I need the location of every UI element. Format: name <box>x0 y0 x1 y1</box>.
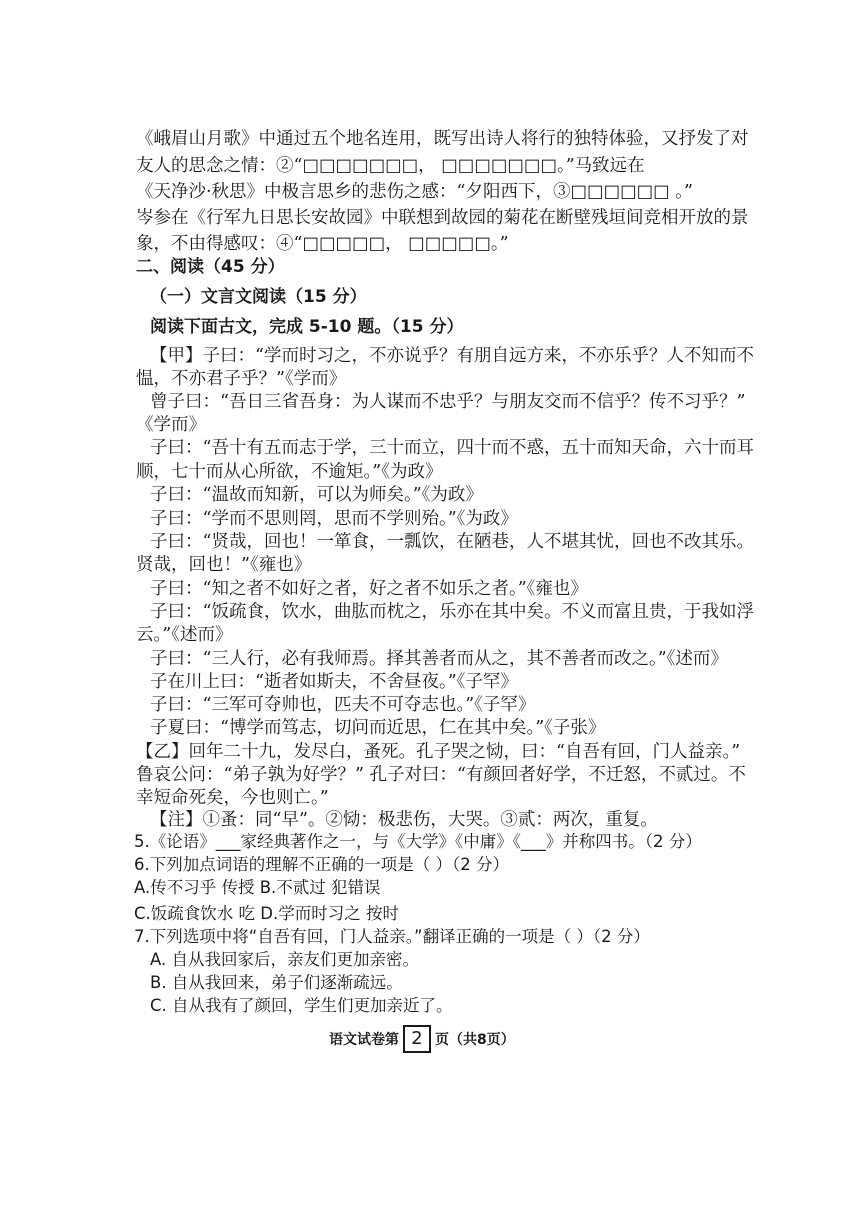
text-line: 岑参在《行军九日思长安故园》中联想到故园的菊花在断壁残垣间竞相开放的景 <box>136 208 749 228</box>
text-line: 象，不由得感叹：④“□□□□□， □□□□□。” <box>136 234 509 254</box>
text-line: 子曰：“三人行，必有我师焉。择其善者而从之，其不善者而改之。”《述而》 <box>150 649 728 669</box>
text-line: 贤哉，回也！”《雍也》 <box>136 555 312 575</box>
footer-prefix: 语文试卷第 <box>329 1032 399 1048</box>
text-line: 鲁哀公问：“弟子孰为好学？” 孔子对曰：“有颜回者好学，不迁怒，不贰过。不 <box>136 765 746 785</box>
text-line: 友人的思念之情：②“□□□□□□□， □□□□□□□。”马致远在 <box>136 156 645 176</box>
text-line: 子曰：“学而不思则罔，思而不学则殆。”《为政》 <box>150 509 518 529</box>
question-7-option-b: B. 自从我回来，弟子们逐渐疏远。 <box>150 973 403 992</box>
page-footer <box>329 1025 515 1053</box>
question-7: 7.下列选项中将“自吾有回，门人益亲。”翻译正确的一项是（ ）（2 分） <box>134 927 650 946</box>
question-6-options-ab: A.传不习乎 传授 B.不贰过 犯错误 <box>134 878 381 897</box>
text-line: 《天净沙·秋思》中极言思乡的悲伤之感：“夕阳西下，③□□□□□□ 。” <box>136 182 693 202</box>
text-line: 子在川上曰：“逝者如斯夫，不舍昼夜。”《子罕》 <box>150 672 518 692</box>
text-line: 【乙】回年二十九，发尽白，蚤死。孔子哭之恸，曰：“自吾有回，门人益亲。” <box>136 742 741 762</box>
annotation-note: 【注】①蚤：同“早”。②恸：极悲伤，大哭。③贰：两次，重复。 <box>150 810 658 830</box>
text-line: 幸短命死矣，今也则亡。” <box>136 788 329 808</box>
text-line: 子曰：“三军可夺帅也，匹夫不可夺志也。”《子罕》 <box>150 695 536 715</box>
text-line: 子曰：“温故而知新，可以为师矣。”《为政》 <box>150 485 483 505</box>
subsection-heading: （一）文言文阅读（15 分） <box>150 287 367 307</box>
question-6-options-cd: C.饭疏食饮水 吃 D.学而时习之 按时 <box>134 904 399 923</box>
section-heading: 二、阅读（45 分） <box>136 257 285 277</box>
question-7-option-a: A. 自从我回家后，亲友们更加亲密。 <box>150 950 419 969</box>
text-line: 愠，不亦君子乎？”《学而》 <box>136 369 347 389</box>
text-line: 子夏曰：“博学而笃志，切问而近思，仁在其中矣。”《子张》 <box>150 718 606 738</box>
question-5: 5.《论语》___家经典著作之一，与《大学》《中庸》《___》并称四书。（2 分） <box>134 832 702 851</box>
text-line: 子曰：“吾十有五而志于学，三十而立，四十而不惑，五十而知天命，六十而耳 <box>150 438 754 458</box>
text-line: 子曰：“知之者不如好之者，好之者不如乐之者。”《雍也》 <box>150 579 588 599</box>
text-line: 曾子曰：“吾日三省吾身：为人谋而不忠乎？与朋友交而不信乎？传不习乎？” <box>150 392 746 412</box>
question-7-option-c: C. 自从我有了颜回，学生们更加亲近了。 <box>150 996 453 1015</box>
text-line: 《学而》 <box>136 415 206 435</box>
text-line: 【甲】子曰：“学而时习之，不亦说乎？有朋自远方来，不亦乐乎？人不知而不 <box>150 346 754 366</box>
text-line: 子曰：“贤哉，回也！一箪食，一瓢饮，在陋巷，人不堪其忧，回也不改其乐。 <box>150 532 754 552</box>
page-number: 2 <box>403 1025 431 1053</box>
footer-suffix: 页（共8页） <box>435 1032 515 1048</box>
text-line: 《峨眉山月歌》中通过五个地名连用，既写出诗人将行的独特体验，又抒发了对 <box>136 129 749 149</box>
text-line: 顺，七十而从心所欲，不逾矩。”《为政》 <box>136 462 443 482</box>
text-line: 子曰：“饭疏食，饮水，曲肱而枕之，乐亦在其中矣。不义而富且贵，于我如浮 <box>150 602 754 622</box>
text-line: 云。”《述而》 <box>136 625 233 645</box>
instruction-text: 阅读下面古文，完成 5-10 题。（15 分） <box>150 317 464 337</box>
question-6: 6.下列加点词语的理解不正确的一项是（ ）（2 分） <box>134 855 509 874</box>
